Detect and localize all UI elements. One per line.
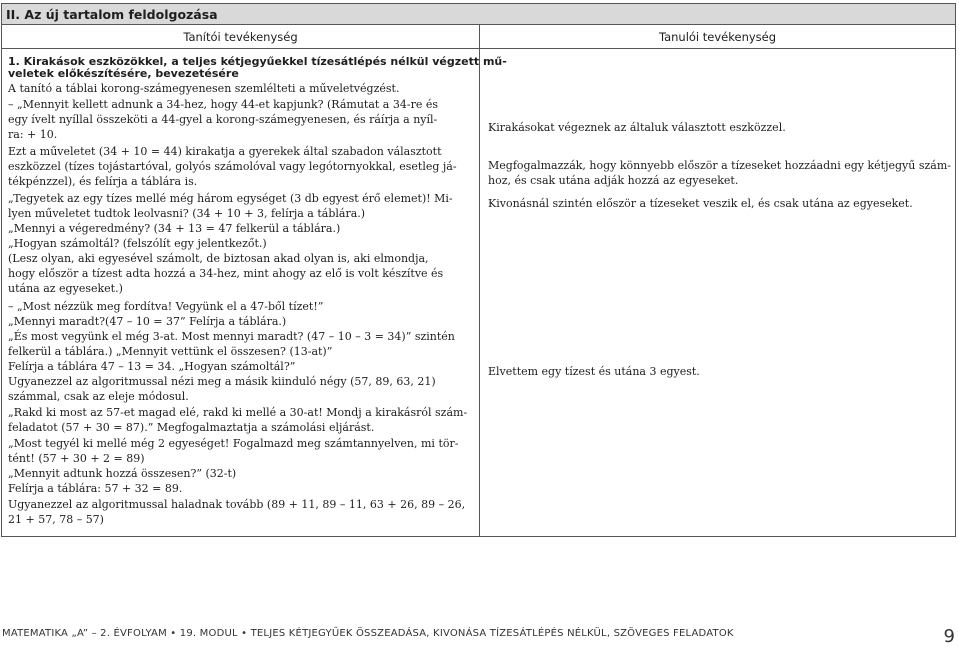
page-number: 9 xyxy=(943,626,955,647)
text-line: Ugyanezzel az algoritmussal nézi meg a másik kiinduló négy (57, 89, 63, 21) xyxy=(8,375,436,388)
text-line: ra: + 10. xyxy=(8,128,58,141)
header-rule xyxy=(2,48,955,49)
text-line: utána az egyeseket.) xyxy=(8,282,123,295)
section-title: II. Az új tartalom feldolgozása xyxy=(2,4,955,25)
teacher-activity-header: Tanítói tevékenység xyxy=(183,30,298,44)
text-line: – „Most nézzük meg fordítva! Vegyünk el a 47-ből tízet!” xyxy=(8,300,324,313)
lesson-table xyxy=(1,3,956,537)
student-note: Elvettem egy tízest és utána 3 egyest. xyxy=(488,365,700,378)
text-line: 21 + 57, 78 – 57) xyxy=(8,513,104,526)
column-divider xyxy=(479,25,480,536)
text-line: Felírja a táblára 47 – 13 = 34. „Hogyan számoltál?” xyxy=(8,360,296,373)
text-line: felkerül a táblára.) „Mennyit vettünk el összesen? (13-at)” xyxy=(8,345,333,358)
text-line: „Tegyetek az egy tízes mellé még három egységet (3 db egyest érő elemet)! Mi- xyxy=(8,192,453,205)
text-line: Felírja a táblára: 57 + 32 = 89. xyxy=(8,482,183,495)
text-line: veletek előkészítésére, bevezetésére xyxy=(8,67,239,80)
text-line: Ugyanezzel az algoritmussal haladnak tovább (89 + 11, 89 – 11, 63 + 26, 89 – 26, xyxy=(8,498,466,511)
text-line: „Hogyan számoltál? (felszólít egy jelentkezőt.) xyxy=(8,237,267,250)
text-line: tékpénzzel), és felírja a táblára is. xyxy=(8,175,198,188)
text-line: egy ívelt nyíllal összeköti a 44-gyel a korong-számegyenesen, és ráírja a nyíl- xyxy=(8,113,438,126)
text-line: feladatot (57 + 30 = 87).” Megfogalmaztatja a számolási eljárást. xyxy=(8,421,375,434)
text-line: A tanító a táblai korong-számegyenesen szemlélteti a műveletvégzést. xyxy=(8,82,400,95)
text-line: hogy először a tízest adta hozzá a 34-hez, mint ahogy az elő is volt készítve és xyxy=(8,267,444,280)
text-line: Ezt a műveletet (34 + 10 = 44) kirakatja a gyerekek által szabadon választott xyxy=(8,145,442,158)
student-activity-header: Tanulói tevékenység xyxy=(658,30,777,44)
text-line: (Lesz olyan, aki egyesével számolt, de biztosan akad olyan is, aki elmondja, xyxy=(8,252,429,265)
student-note: hoz, és csak utána adják hozzá az egyeseket. xyxy=(488,174,739,187)
text-line: 1. Kirakások eszközökkel, a teljes kétjegyűekkel tízesátlépés nélkül végzett mű- xyxy=(8,55,507,68)
student-note: Kirakásokat végeznek az általuk választott eszközzel. xyxy=(488,121,786,134)
text-line: számmal, csak az eleje módosul. xyxy=(8,390,189,403)
text-line: „Mennyi a végeredmény? (34 + 13 = 47 felkerül a táblára.) xyxy=(8,222,341,235)
text-line: „És most vegyünk el még 3-at. Most mennyi maradt? (47 – 10 – 3 = 34)” szintén xyxy=(8,330,455,343)
text-line: tént! (57 + 30 + 2 = 89) xyxy=(8,452,145,465)
text-line: lyen műveletet tudtok leolvasni? (34 + 10 + 3, felírja a táblára.) xyxy=(8,207,366,220)
student-note: Megfogalmazzák, hogy könnyebb először a tízeseket hozzáadni egy kétjegyű szám- xyxy=(488,159,951,172)
text-line: – „Mennyit kellett adnunk a 34-hez, hogy 44-et kapjunk? (Rámutat a 34-re és xyxy=(8,98,438,111)
student-note: Kivonásnál szintén először a tízeseket veszik el, és csak utána az egyeseket. xyxy=(488,197,913,210)
text-line: „Most tegyél ki mellé még 2 egyeséget! Fogalmazd meg számtannyelven, mi tör- xyxy=(8,437,459,450)
text-line: „Rakd ki most az 57-et magad elé, rakd ki mellé a 30-at! Mondj a kirakásról szám- xyxy=(8,406,468,419)
page-footer: MATEMATIKA „A” – 2. ÉVFOLYAM • 19. MODUL • TELJES KÉTJEGYŰEK ÖSSZEADÁSA, KIVONÁSA TÍZESÁTLÉPÉS NÉLKÜL, SZÖVEGES FELADATOK xyxy=(2,628,734,639)
text-line: „Mennyi maradt?(47 – 10 = 37” Felírja a táblára.) xyxy=(8,315,287,328)
text-line: „Mennyit adtunk hozzá összesen?” (32-t) xyxy=(8,467,237,480)
text-line: eszközzel (tízes tojástartóval, golyós számolóval vagy legótornyokkal, esetleg já- xyxy=(8,160,457,173)
